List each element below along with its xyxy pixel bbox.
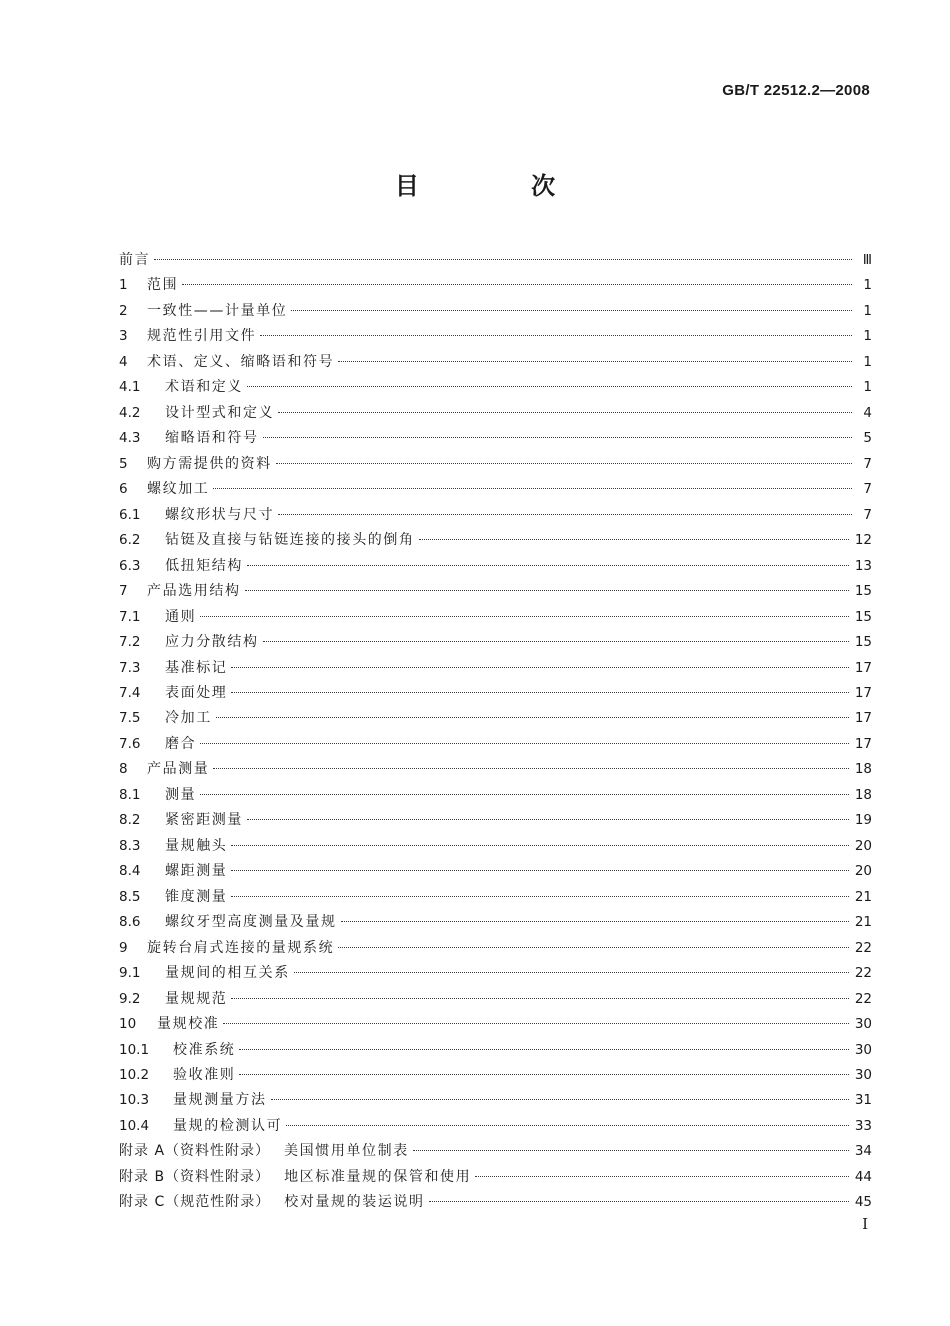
toc-entry[interactable]	[119, 757, 872, 782]
toc-entry-number: 10.1	[119, 1041, 150, 1058]
toc-entry-label: 锥度测量	[165, 888, 228, 905]
toc-entry[interactable]	[119, 350, 872, 375]
dot-leader	[341, 920, 849, 922]
toc-entry-page: 20	[854, 837, 872, 854]
toc-entry-label: 通则	[165, 608, 197, 625]
dot-leader	[263, 436, 852, 438]
toc-entry-label: 钻铤及直接与钻铤连接的接头的倒角	[165, 532, 415, 549]
toc-entry-page: 44	[854, 1168, 872, 1185]
toc-entry[interactable]	[119, 503, 872, 528]
toc-entry-label: 购方需提供的资料	[147, 455, 272, 472]
toc-entry-page: 1	[863, 328, 872, 345]
toc-entry-number: 7.2	[119, 634, 141, 651]
toc-entry-page: 17	[854, 659, 872, 676]
dot-leader	[154, 258, 852, 260]
toc-entry-label: 螺纹牙型高度测量及量规	[165, 914, 337, 931]
toc-entry-number: 10	[119, 1016, 137, 1033]
toc-entry-label: 前言	[119, 252, 151, 268]
toc-entry-number: 7.3	[119, 659, 141, 676]
toc-entry[interactable]	[119, 273, 872, 298]
toc-entry-label: 设计型式和定义	[165, 404, 275, 421]
toc-entry[interactable]	[119, 426, 872, 451]
toc-entry-number: 8.2	[119, 812, 141, 829]
toc-entry[interactable]	[119, 452, 872, 477]
toc-entry[interactable]	[119, 656, 872, 681]
toc-entry-number: 6.3	[119, 557, 141, 574]
dot-leader	[286, 1124, 849, 1126]
toc-entry[interactable]	[119, 885, 872, 910]
dot-leader	[247, 564, 849, 566]
toc-entry-number: 4.3	[119, 430, 141, 447]
toc-entry-number: 1	[119, 277, 128, 294]
toc-entry[interactable]	[119, 732, 872, 757]
toc-entry-page: 45	[854, 1194, 872, 1211]
dot-leader	[475, 1175, 849, 1177]
toc-entry-label: 量规的检测认可	[173, 1117, 283, 1134]
toc-entry-number: 3	[119, 328, 128, 345]
toc-entry[interactable]	[119, 1114, 872, 1139]
toc-entry-number: 7.6	[119, 735, 141, 752]
toc-entry-number: 4	[119, 353, 128, 370]
toc-entry-label: 术语、定义、缩略语和符号	[147, 353, 335, 370]
dot-leader	[276, 462, 852, 464]
toc-entry-number: 附录 B（资料性附录）	[119, 1168, 271, 1185]
toc-entry-label: 产品选用结构	[147, 583, 241, 600]
page-title: 目 次	[394, 172, 608, 200]
toc-entry-page: 1	[863, 302, 872, 319]
toc-entry-number: 10.2	[119, 1067, 150, 1083]
toc-entry-label: 冷加工	[165, 710, 212, 727]
toc-entry-label: 紧密距测量	[165, 812, 243, 829]
dot-leader	[223, 1022, 848, 1024]
dot-leader	[247, 385, 852, 387]
toc-entry-page: 18	[854, 786, 872, 803]
toc-entry-number: 8.1	[119, 786, 141, 803]
toc-entry[interactable]	[119, 1012, 872, 1037]
toc-entry-label: 旋转台肩式连接的量规系统	[147, 939, 335, 956]
page-number: I	[862, 1215, 868, 1233]
toc-entry-number: 6	[119, 481, 128, 498]
toc-entry-label: 缩略语和符号	[165, 430, 259, 447]
toc-entry-page: 15	[854, 608, 872, 625]
toc-entry-page: 31	[854, 1092, 872, 1109]
toc-entry[interactable]	[119, 477, 872, 502]
toc-entry-page: 22	[854, 939, 872, 956]
toc-entry-page: 5	[863, 430, 872, 447]
toc-entry-number: 7.1	[119, 608, 141, 625]
toc-entry-label: 磨合	[165, 735, 197, 752]
toc-entry-page: 21	[854, 888, 872, 905]
dot-leader	[231, 844, 848, 846]
toc-entry-number: 8.3	[119, 837, 141, 854]
toc-entry-page: 22	[854, 965, 872, 982]
toc-entry-label: 校对量规的装运说明	[284, 1194, 425, 1211]
dot-leader	[216, 716, 849, 718]
toc-entry[interactable]	[119, 630, 872, 655]
dot-leader	[338, 946, 849, 948]
toc-entry[interactable]	[119, 1190, 872, 1215]
toc-entry-number: 附录 C（规范性附录）	[119, 1194, 271, 1211]
toc-entry[interactable]	[119, 401, 872, 426]
table-of-contents	[119, 248, 872, 1216]
toc-entry[interactable]	[119, 961, 872, 986]
toc-entry[interactable]	[119, 1063, 872, 1088]
toc-entry-label: 规范性引用文件	[147, 328, 257, 345]
toc-entry[interactable]	[119, 859, 872, 884]
toc-entry[interactable]	[119, 1165, 872, 1190]
dot-leader	[271, 1098, 849, 1100]
dot-leader	[239, 1073, 848, 1075]
toc-entry-label: 低扭矩结构	[165, 557, 243, 574]
toc-entry[interactable]	[119, 987, 872, 1012]
toc-entry-label: 美国惯用单位制表	[284, 1143, 409, 1160]
toc-entry-page: 18	[854, 761, 872, 778]
toc-entry[interactable]	[119, 554, 872, 579]
toc-entry-label: 地区标准量规的保管和使用	[284, 1168, 472, 1185]
toc-entry-page: 20	[854, 863, 872, 880]
toc-entry-page: 22	[854, 990, 872, 1007]
toc-entry-number: 4.2	[119, 404, 141, 421]
toc-entry-page: 12	[854, 532, 872, 549]
dot-leader	[278, 411, 852, 413]
dot-leader	[213, 767, 848, 769]
toc-entry-number: 8.5	[119, 888, 141, 905]
toc-entry-label: 量规校准	[157, 1016, 220, 1033]
toc-entry-number: 10.3	[119, 1092, 150, 1109]
dot-leader	[413, 1149, 849, 1151]
toc-entry[interactable]	[119, 783, 872, 808]
toc-entry[interactable]	[119, 375, 872, 400]
toc-entry-number: 5	[119, 455, 128, 472]
toc-entry-label: 螺距测量	[165, 863, 228, 880]
toc-entry-number: 6.1	[119, 506, 141, 523]
toc-entry-label: 验收准则	[173, 1067, 236, 1083]
toc-entry-page: 17	[854, 684, 872, 701]
dot-leader	[291, 309, 852, 311]
toc-entry-number: 9	[119, 939, 128, 956]
dot-leader	[419, 538, 849, 540]
toc-entry[interactable]	[119, 1038, 872, 1063]
toc-entry[interactable]	[119, 936, 872, 961]
toc-entry[interactable]	[119, 528, 872, 553]
toc-entry[interactable]	[119, 324, 872, 349]
dot-leader	[260, 334, 852, 336]
dot-leader	[231, 895, 848, 897]
dot-leader	[245, 589, 849, 591]
dot-leader	[239, 1048, 848, 1050]
toc-entry[interactable]	[119, 299, 872, 324]
dot-leader	[247, 818, 849, 820]
toc-entry-number: 7.4	[119, 684, 141, 701]
toc-entry-number: 8.6	[119, 914, 141, 931]
toc-entry-page: 34	[854, 1143, 872, 1160]
toc-entry[interactable]	[119, 248, 872, 273]
toc-entry[interactable]	[119, 1139, 872, 1164]
toc-entry-page: 1	[863, 379, 872, 396]
toc-entry-page: 7	[863, 455, 872, 472]
toc-entry-number: 7	[119, 583, 128, 600]
toc-entry-number: 8	[119, 761, 128, 778]
dot-leader	[231, 997, 848, 999]
toc-entry-page: 30	[854, 1067, 872, 1083]
dot-leader	[429, 1200, 849, 1202]
toc-entry-number: 附录 A（资料性附录）	[119, 1143, 271, 1160]
toc-entry-number: 4.1	[119, 379, 141, 396]
toc-entry-label: 一致性——计量单位	[147, 302, 288, 319]
toc-entry-label: 表面处理	[165, 684, 228, 701]
toc-entry-label: 校准系统	[173, 1041, 236, 1058]
toc-entry-label: 量规间的相互关系	[165, 965, 290, 982]
toc-entry-page: 1	[863, 353, 872, 370]
toc-entry[interactable]	[119, 1088, 872, 1113]
toc-entry-page: 19	[854, 812, 872, 829]
dot-leader	[200, 793, 849, 795]
toc-entry-label: 螺纹加工	[147, 481, 210, 498]
toc-entry-label: 基准标记	[165, 659, 228, 676]
standard-number: GB/T 22512.2—2008	[722, 82, 870, 99]
toc-entry-label: 应力分散结构	[165, 634, 259, 651]
toc-entry-number: 7.5	[119, 710, 141, 727]
toc-entry-number: 8.4	[119, 863, 141, 880]
dot-leader	[200, 615, 849, 617]
dot-leader	[338, 360, 852, 362]
dot-leader	[278, 513, 852, 515]
dot-leader	[263, 640, 849, 642]
toc-entry-page: 15	[854, 634, 872, 651]
toc-entry-page: 15	[854, 583, 872, 600]
dot-leader	[231, 869, 848, 871]
dot-leader	[294, 971, 849, 973]
toc-entry-label: 量规触头	[165, 837, 228, 854]
toc-entry-page: 30	[854, 1016, 872, 1033]
toc-entry-label: 测量	[165, 786, 197, 803]
toc-entry[interactable]	[119, 834, 872, 859]
toc-entry-page: 7	[863, 481, 872, 498]
toc-entry-label: 螺纹形状与尺寸	[165, 506, 275, 523]
toc-entry-number: 2	[119, 302, 128, 319]
toc-entry-number: 9.2	[119, 990, 141, 1007]
toc-entry-page: 4	[863, 404, 872, 421]
toc-entry-label: 量规规范	[165, 990, 228, 1007]
toc-entry-label: 产品测量	[147, 761, 210, 778]
toc-entry-page: 30	[854, 1041, 872, 1058]
toc-entry[interactable]	[119, 681, 872, 706]
toc-entry-page: 17	[854, 710, 872, 727]
dot-leader	[200, 742, 849, 744]
toc-entry-page: 1	[863, 277, 872, 294]
toc-entry-number: 9.1	[119, 965, 141, 982]
toc-entry[interactable]	[119, 706, 872, 731]
toc-entry-page: 17	[854, 735, 872, 752]
toc-entry[interactable]	[119, 579, 872, 604]
dot-leader	[213, 487, 852, 489]
toc-entry[interactable]	[119, 605, 872, 630]
toc-entry-number: 10.4	[119, 1117, 150, 1134]
dot-leader	[231, 691, 848, 693]
toc-entry[interactable]	[119, 910, 872, 935]
toc-entry-page: 7	[863, 506, 872, 523]
toc-entry-number: 6.2	[119, 532, 141, 549]
dot-leader	[182, 283, 852, 285]
toc-entry-page: 33	[854, 1117, 872, 1134]
toc-entry-page: 13	[854, 557, 872, 574]
toc-entry-page: Ⅲ	[862, 252, 872, 268]
dot-leader	[231, 666, 848, 668]
toc-entry-page: 21	[854, 914, 872, 931]
toc-entry-label: 术语和定义	[165, 379, 243, 396]
toc-entry-label: 范围	[147, 277, 179, 294]
toc-entry[interactable]	[119, 808, 872, 833]
toc-entry-label: 量规测量方法	[173, 1092, 267, 1109]
